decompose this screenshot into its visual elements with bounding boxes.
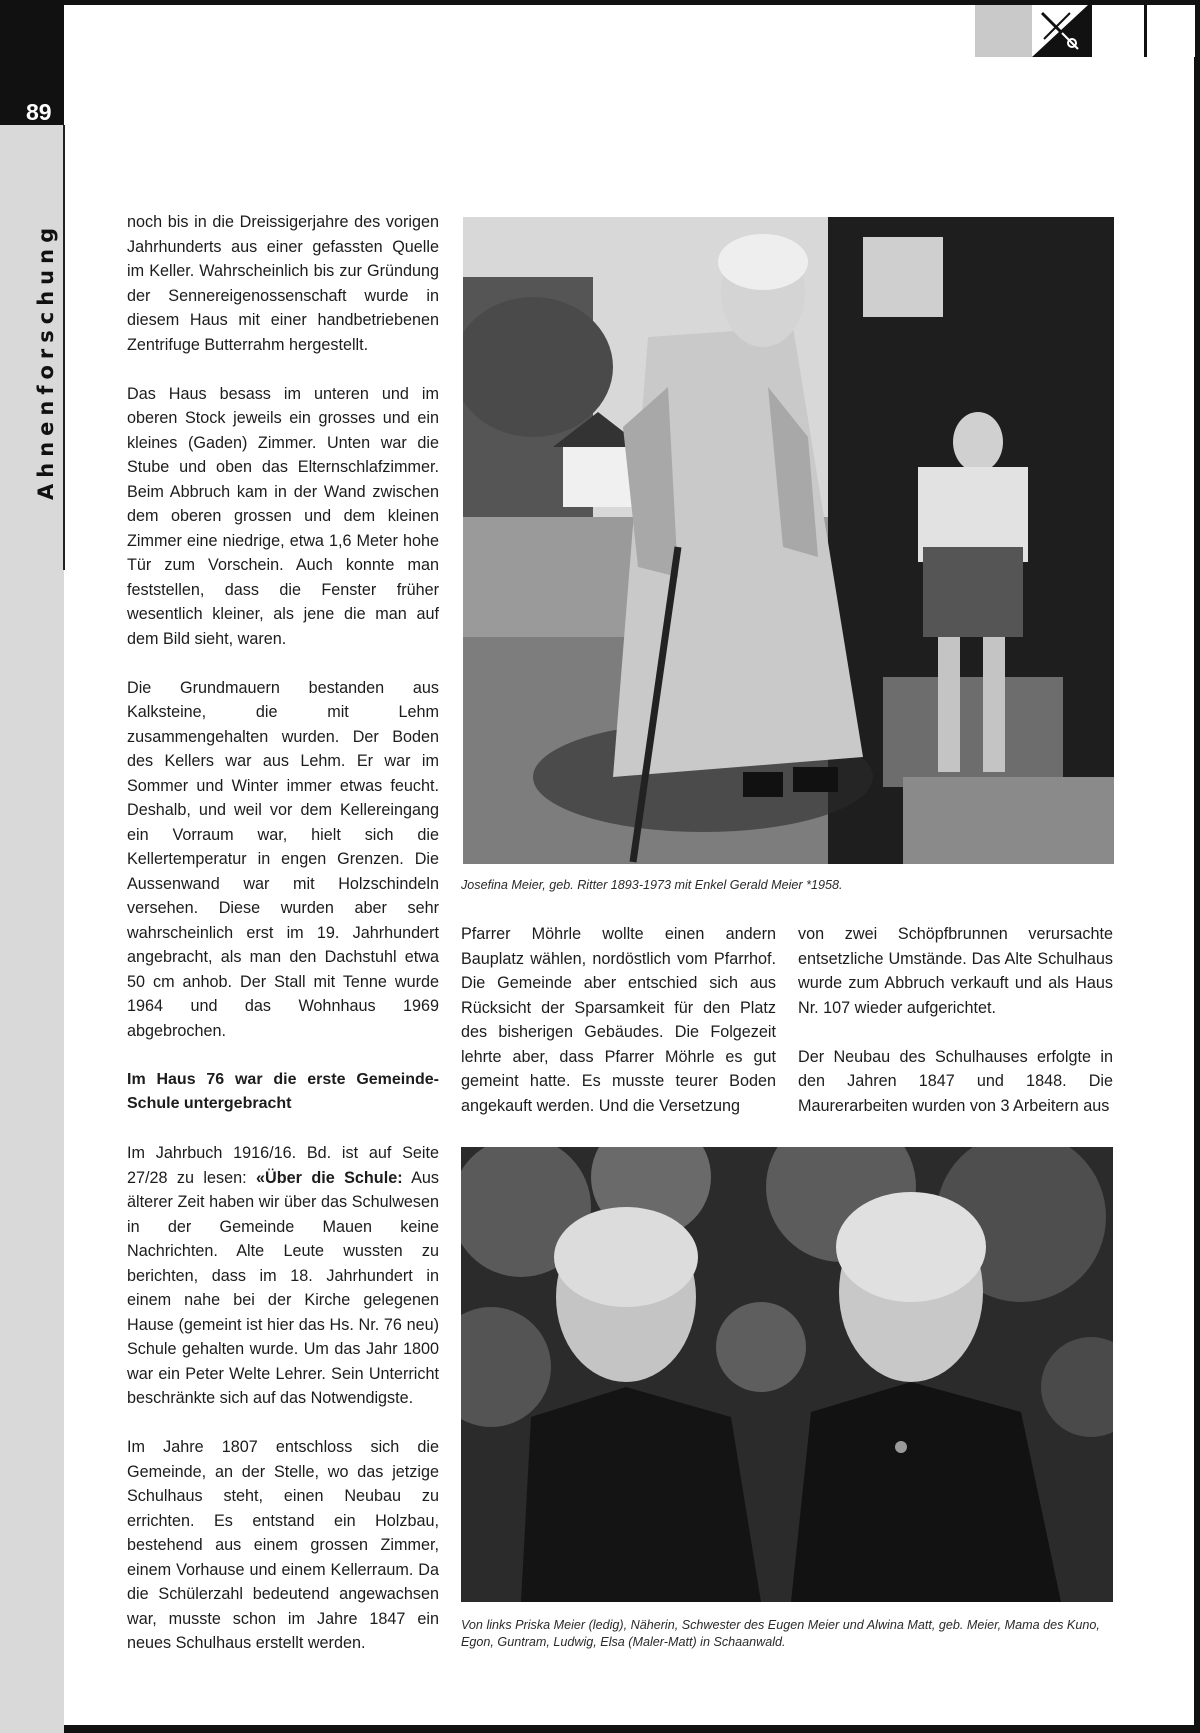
- paragraph: Die Grundmauern bestanden aus Kalksteine, die mit Lehm zusammengehalten wurden. Der Boden des Kellers war aus Lehm. Er war im Sommer und Winter immer etwas feucht. Deshalb, und weil vor dem Kellereingang ein Vorraum war, hielt sich die Kellertemperatur in engen Grenzen. Die Aussenwand war mit Holzschindeln versehen. Diese wurden aber sehr wahrscheinlich erst im 19. Jahrhundert angebracht, als man den Dachstuhl etwa 50 cm anhob. Der Stall mit Tenne wurde 1964 und das Wohnhaus 1969 abgebrochen.: [127, 678, 439, 1040]
- right-text-column: [798, 922, 1113, 1143]
- quote-heading: «Über die Schule:: [256, 1168, 403, 1187]
- photo-caption: Von links Priska Meier (ledig), Näherin, Schwester des Eugen Meier und Alwina Matt, geb. Meier, Mama des Kuno, Egon, Guntram, Ludwig, Elsa (Maler-Matt) in Schaanwald.: [461, 1618, 1100, 1649]
- photo-illustration: [461, 1147, 1113, 1602]
- scan-frame-bottom: [0, 1725, 1200, 1733]
- photo-josefina-meier: [463, 217, 1114, 864]
- paragraph: Das Haus besass im unteren und im oberen Stock jeweils ein grosses und ein kleines (Gaden) Zimmer. Unten war die Stube und oben das Elternschlafzimmer. Beim Abbruch kam in der Wand zwischen dem oberen grossen und dem kleinen Zimmer eine niedrige, etwa 1,6 Meter hohe Tür zum Vorschein. Auch konnte man feststellen, dass die Fenster früher wesentlich kleiner, als jene die man auf dem Bild sieht, waren.: [127, 384, 439, 648]
- tab-cell: [1147, 5, 1195, 57]
- section-title: Ahnenforschung: [34, 221, 58, 500]
- left-text-column: [127, 210, 439, 1680]
- photo-two-women: [461, 1147, 1113, 1602]
- paragraph-text: Im Jahrbuch 1916/16. Bd. ist auf Seite 27/28 zu lesen:: [127, 1144, 439, 1187]
- paragraph: Der Neubau des Schulhauses erfolgte in den Jahren 1847 und 1848. Die Maurerarbeiten wurden von 3 Arbeitern aus: [798, 1047, 1113, 1115]
- paragraph: Im Jahre 1807 entschloss sich die Gemeinde, an der Stelle, wo das jetzige Schulhaus steht, einen Neubau zu errichten. Es entstand ein Holzbau, bestehend aus einem grossen Zimmer, einem Vorhause und einem Kellerraum. Da die Schülerzahl bedeutend angewachsen war, musste schon im Jahre 1847 ein neues Schulhaus erstellt werden.: [127, 1438, 439, 1652]
- photo-caption: Josefina Meier, geb. Ritter 1893-1973 mit Enkel Gerald Meier *1958.: [461, 878, 843, 892]
- middle-text-column: [461, 922, 776, 1143]
- paragraph: von zwei Schöpfbrunnen verursachte entsetzliche Umstände. Das Alte Schulhaus wurde zum Abbruch verkauft und als Haus Nr. 107 wieder aufgerichtet.: [798, 925, 1113, 1017]
- paragraph: Pfarrer Möhrle wollte einen andern Bauplatz wählen, nordöstlich vom Pfarrhof. Die Gemeinde aber entschied sich aus Rücksicht der Sparsamkeit für den Platz des bisherigen Gebäudes. Die Folgezeit lehrte aber, dass Pfarrer Möhrle es gut gemeint hatte. Es musste teurer Boden angekauft werden. Und die Versetzung: [461, 925, 776, 1115]
- paragraph: noch bis in die Dreissigerjahre des vorigen Jahrhunderts aus einer gefassten Quelle im Keller. Wahrscheinlich bis zur Gründung der Sennereigenossenschaft wurde in diesem Haus mit einer handbetriebenen Zentrifuge Butterrahm hergestellt.: [127, 213, 439, 354]
- photo-illustration: [463, 217, 1114, 864]
- paragraph: [127, 1141, 439, 1411]
- tab-grey-block: [975, 5, 1032, 57]
- subheading: Im Haus 76 war die erste Gemeinde-Schule untergebracht: [127, 1070, 439, 1112]
- paragraph-text: Aus älterer Zeit haben wir über das Schulwesen in der Gemeinde Mauen keine Nachrichten. Alte Leute wussten zu berichten, dass im 18. Jahrhundert in einem nahe bei der Kirche gelegenen Hause (gemeint ist hier das Hs. Nr. 76 neu) Schule gehalten wurde. Um das Jahr 1800 war ein Peter Welte Lehrer. Sein Unterricht beschränkte sich auf das Notwendigste.: [127, 1168, 440, 1407]
- tab-icon-box: [1032, 5, 1088, 57]
- page-edge-line: [63, 125, 65, 570]
- scan-frame-right: [1194, 0, 1200, 1733]
- tab-cell: [1092, 5, 1144, 57]
- emblem-icon: [1032, 5, 1088, 57]
- page-number: 89: [26, 99, 52, 125]
